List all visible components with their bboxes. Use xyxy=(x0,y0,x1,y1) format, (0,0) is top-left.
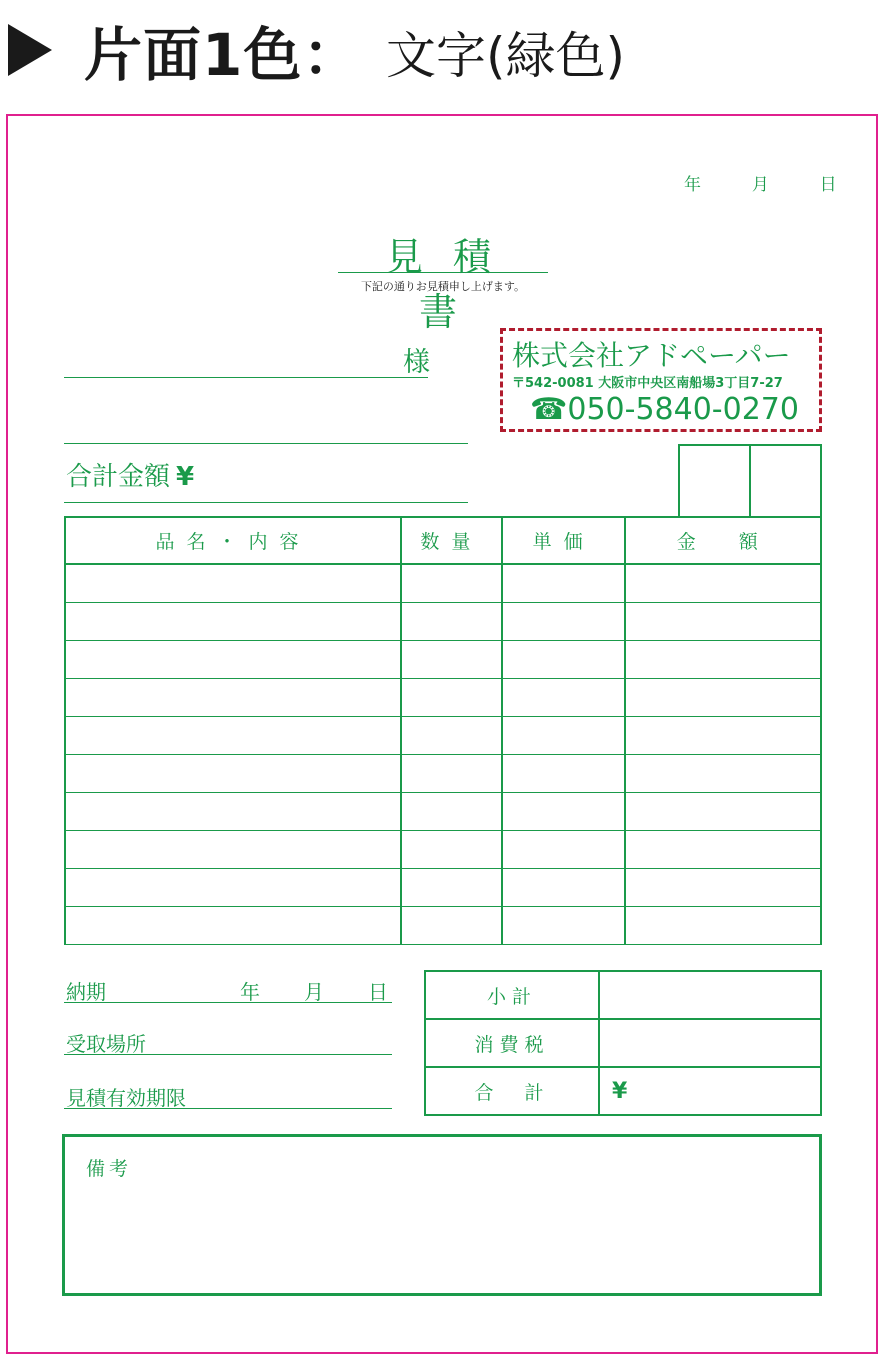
cell-item xyxy=(65,907,401,945)
heading-sub: 文字(緑色) xyxy=(386,27,626,85)
cell-unit-price xyxy=(502,755,626,793)
cell-qty xyxy=(401,564,502,603)
validity-line xyxy=(64,1108,392,1109)
cell-item xyxy=(65,869,401,907)
cell-qty xyxy=(401,755,502,793)
cell-amount xyxy=(625,564,821,603)
place-line xyxy=(64,1054,392,1055)
validity-label: 見積有効期限 xyxy=(66,1086,186,1110)
company-name: 株式会社アドペーパー xyxy=(512,339,791,372)
cell-unit-price xyxy=(502,717,626,755)
title-note: 下記の通りお見積申し上げます。 xyxy=(360,280,526,293)
company-address: 〒542-0081 大阪市中央区南船場3丁目7-27 xyxy=(512,376,783,391)
delivery-month: 月 xyxy=(304,980,324,1004)
table-row xyxy=(65,679,821,717)
subtotal-label: 小計 xyxy=(425,971,599,1019)
cell-amount xyxy=(625,793,821,831)
cell-item xyxy=(65,564,401,603)
cell-qty xyxy=(401,603,502,641)
total-amount-text: 合計金額 xyxy=(66,462,171,492)
date-day: 日 xyxy=(819,175,837,195)
cell-qty xyxy=(401,869,502,907)
cell-unit-price xyxy=(502,907,626,945)
total-amount-line xyxy=(64,502,468,503)
tax-value xyxy=(599,1019,821,1067)
grand-total-value: ¥ xyxy=(599,1067,821,1115)
header-unit-price: 単価 xyxy=(502,517,626,564)
cell-amount xyxy=(625,641,821,679)
cell-qty xyxy=(401,641,502,679)
customer-line-1 xyxy=(64,377,428,378)
cell-amount xyxy=(625,755,821,793)
cell-unit-price xyxy=(502,831,626,869)
grand-total-label: 合 計 xyxy=(425,1067,599,1115)
cell-unit-price xyxy=(502,869,626,907)
table-row xyxy=(65,564,821,603)
table-row xyxy=(65,831,821,869)
date-field xyxy=(684,170,837,195)
place-label: 受取場所 xyxy=(66,1032,146,1056)
cell-qty xyxy=(401,907,502,945)
company-tel-number: 050-5840-0270 xyxy=(567,392,799,427)
cell-item xyxy=(65,679,401,717)
cell-item xyxy=(65,641,401,679)
remarks-label: 備考 xyxy=(86,1158,133,1180)
cell-unit-price xyxy=(502,793,626,831)
table-row xyxy=(65,869,821,907)
table-row xyxy=(65,717,821,755)
cell-item xyxy=(65,831,401,869)
delivery-label: 納期 xyxy=(66,980,106,1004)
date-year: 年 xyxy=(684,175,701,195)
summary-table xyxy=(424,970,822,1116)
cell-qty xyxy=(401,679,502,717)
table-row xyxy=(65,641,821,679)
play-triangle-icon xyxy=(8,24,52,76)
tax-label: 消費税 xyxy=(425,1019,599,1067)
cell-amount xyxy=(625,679,821,717)
cell-amount xyxy=(625,831,821,869)
items-table xyxy=(64,516,822,945)
cell-item xyxy=(65,603,401,641)
company-tel xyxy=(530,392,799,427)
cell-unit-price xyxy=(502,564,626,603)
cell-qty xyxy=(401,831,502,869)
cell-unit-price xyxy=(502,679,626,717)
delivery-year: 年 xyxy=(240,980,260,1004)
phone-icon: ☎ xyxy=(530,392,568,427)
table-row xyxy=(65,793,821,831)
title-underline xyxy=(338,272,548,273)
subtotal-value xyxy=(599,971,821,1019)
table-row xyxy=(65,907,821,945)
document-title: 見積書 xyxy=(384,235,521,334)
table-row xyxy=(65,755,821,793)
cell-amount xyxy=(625,869,821,907)
cell-item xyxy=(65,793,401,831)
delivery-day: 日 xyxy=(368,980,388,1004)
date-month: 月 xyxy=(751,175,769,195)
cell-amount xyxy=(625,717,821,755)
total-amount-yen: ¥ xyxy=(176,462,195,492)
cell-qty xyxy=(401,717,502,755)
honorific: 様 xyxy=(403,347,430,378)
cell-amount xyxy=(625,907,821,945)
page-heading xyxy=(0,0,886,100)
heading-main: 片面1色： xyxy=(84,21,362,89)
header-qty: 数量 xyxy=(401,517,502,564)
customer-line-2 xyxy=(64,443,468,444)
cell-unit-price xyxy=(502,641,626,679)
cell-item xyxy=(65,755,401,793)
total-amount-label xyxy=(66,456,194,493)
cell-qty xyxy=(401,793,502,831)
seal-box-1 xyxy=(678,444,751,518)
delivery-line xyxy=(64,1002,392,1003)
cell-amount xyxy=(625,603,821,641)
seal-box-2 xyxy=(749,444,822,518)
table-row xyxy=(65,603,821,641)
cell-unit-price xyxy=(502,603,626,641)
cell-item xyxy=(65,717,401,755)
remarks-box xyxy=(62,1134,822,1296)
header-amount: 金 額 xyxy=(625,517,821,564)
header-item: 品名・内容 xyxy=(65,517,401,564)
